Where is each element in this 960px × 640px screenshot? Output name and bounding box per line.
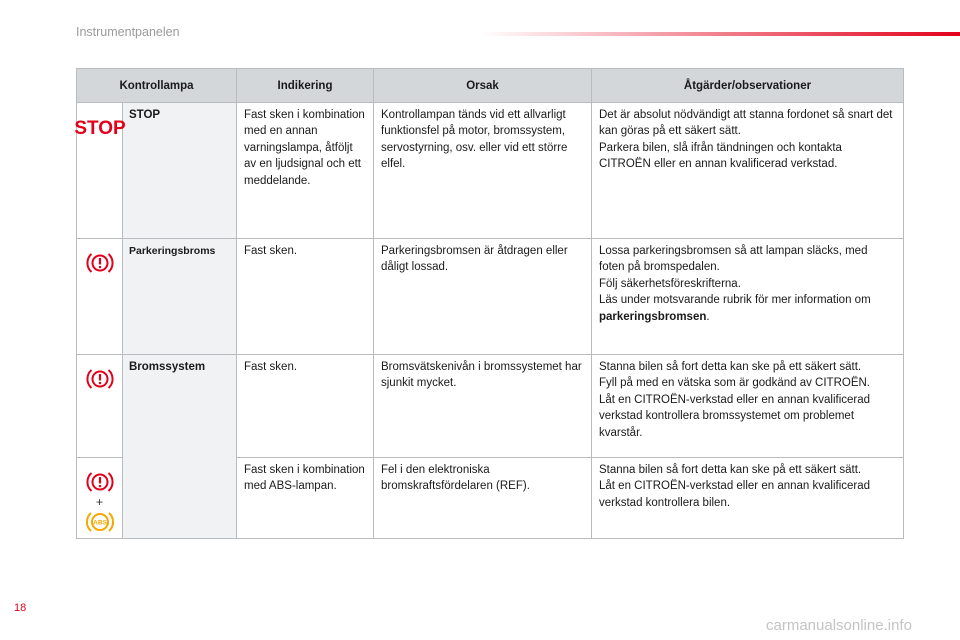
- lamp-action: [592, 239, 904, 355]
- lamp-name: STOP: [123, 103, 237, 239]
- action-emphasis: parkeringsbromsen: [599, 310, 707, 323]
- column-header-indication: Indikering: [237, 69, 374, 103]
- lamp-action: [592, 458, 904, 539]
- warning-lamp-table: [73, 68, 904, 539]
- action-tail: .: [706, 310, 710, 323]
- icon-combination: [77, 469, 122, 535]
- action-line: Lossa parkeringsbromsen så att lampan släcks, med foten på bromspedalen.: [599, 245, 868, 274]
- brake-warning-icon: [85, 366, 115, 392]
- column-header-cause: Orsak: [374, 69, 592, 103]
- lamp-cause: Kontrollampan tänds vid ett allvarligt funktionsfel på motor, bromssystem, servostyrning, osv. eller vid ett större elfel.: [374, 103, 592, 239]
- watermark: carmanualsonline.info: [766, 617, 912, 634]
- abs-icon-text: ABS: [92, 519, 107, 527]
- action-line: Stanna bilen så fort detta kan ske på ett säkert sätt.: [599, 464, 862, 476]
- lamp-indication: Fast sken.: [237, 355, 374, 458]
- lamp-icon-cell: [77, 239, 123, 355]
- lamp-cause: Bromsvätskenivån i bromssystemet har sjunkit mycket.: [374, 355, 592, 458]
- action-text: Läs under motsvarande rubrik för mer information om: [599, 294, 871, 307]
- brake-warning-icon: [85, 250, 115, 276]
- header-accent-bar: [480, 32, 960, 36]
- action-line-with-emphasis: [599, 292, 896, 325]
- lamp-indication: Fast sken i kombination med ABS-lampan.: [237, 458, 374, 539]
- lamp-indication: Fast sken.: [237, 239, 374, 355]
- table-row: [77, 103, 904, 239]
- lamp-cause: Fel i den elektroniska bromskraftsfördelaren (REF).: [374, 458, 592, 539]
- lamp-action: [592, 103, 904, 239]
- action-line: Låt en CITROËN-verkstad eller en annan kvalificerad verkstad kontrollera bromssystemet om problemet kvarstår.: [599, 393, 871, 439]
- lamp-icon-cell: [77, 355, 123, 458]
- table-header-row: [77, 69, 904, 103]
- abs-icon: [85, 509, 115, 535]
- lamp-icon-cell: [73, 103, 126, 239]
- action-line: Stanna bilen så fort detta kan ske på ett säkert sätt.: [599, 361, 862, 373]
- lamp-icon-cell: [77, 458, 123, 539]
- lamp-name: Bromssystem: [123, 355, 237, 539]
- lamp-indication: Fast sken i kombination med en annan varningslampa, åtföljt av en ljudsignal och ett meddelande.: [237, 103, 374, 239]
- page-header-title: Instrumentpanelen: [76, 25, 180, 39]
- action-line: Följ säkerhetsföreskrifterna.: [599, 277, 741, 290]
- table-row: [77, 239, 904, 355]
- page-number: 18: [14, 602, 27, 614]
- stop-icon: [73, 117, 126, 139]
- action-line: Fyll på med en vätska som är godkänd av CITROËN.: [599, 377, 870, 390]
- column-header-action: Åtgärder/observationer: [592, 69, 904, 103]
- stop-icon-text: STOP: [73, 118, 126, 139]
- action-line: Parkera bilen, slå ifrån tändningen och kontakta CITROËN eller en annan kvalificerad verkstad.: [599, 141, 842, 171]
- plus-sign: +: [95, 495, 103, 509]
- column-header-lamp: Kontrollampa: [77, 69, 237, 103]
- action-line: Det är absolut nödvändigt att stanna fordonet så snart det kan göras på ett säkert sätt.: [599, 109, 893, 138]
- lamp-cause: Parkeringsbromsen är åtdragen eller dåligt lossad.: [374, 239, 592, 355]
- action-line: Låt en CITROËN-verkstad eller en annan kvalificerad verkstad kontrollera bilen.: [599, 480, 871, 509]
- table-row: [77, 355, 904, 458]
- brake-warning-icon: [85, 469, 115, 495]
- lamp-name: Parkeringsbroms: [123, 239, 237, 355]
- lamp-action: [592, 355, 904, 458]
